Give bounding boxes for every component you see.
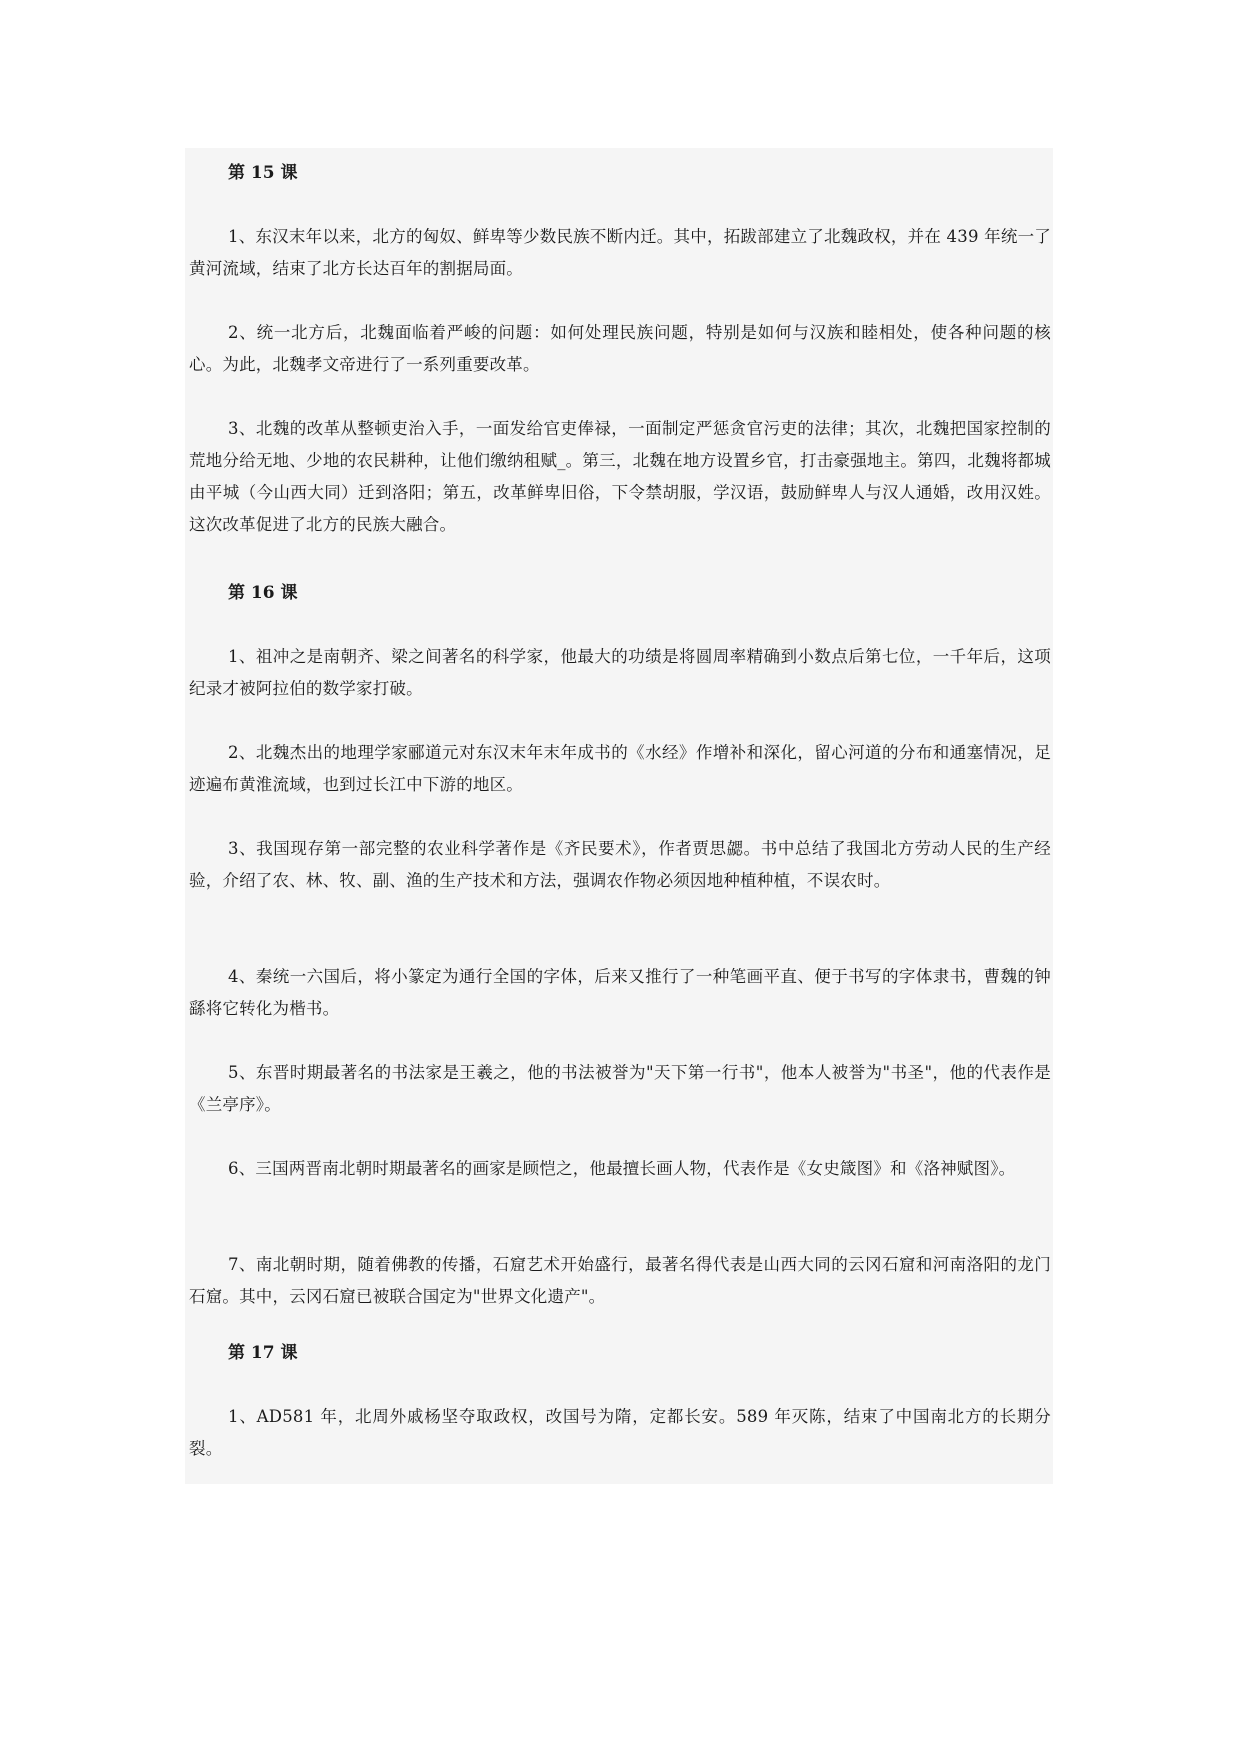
lesson-15-paragraph-3: 3、北魏的改革从整顿吏治入手，一面发给官吏俸禄，一面制定严惩贪官污吏的法律；其次，北魏把国家控制的荒地分给无地、少地的农民耕种，让他们缴纳租赋_。第三，北魏在地方设置乡官，打击豪强地主。第四，北魏将都城由平城（今山西大同）迁到洛阳；第五，改革鲜卑旧俗，下令禁胡服，学汉语，鼓励鲜卑人与汉人通婚，改用汉姓。这次改革促进了北方的民族大融合。: [189, 419, 1051, 534]
lesson-16-paragraph-7: 7、南北朝时期，随着佛教的传播，石窟艺术开始盛行，最著名得代表是山西大同的云冈石窟和河南洛阳的龙门石窟。其中，云冈石窟已被联合国定为"世界文化遗产"。: [189, 1255, 1051, 1306]
lesson-16-paragraph-3: 3、我国现存第一部完整的农业科学著作是《齐民要术》，作者贾思勰。书中总结了我国北方劳动人民的生产经验，介绍了农、林、牧、副、渔的生产技术和方法，强调农作物必须因地种植种植，不误农时。: [189, 839, 1051, 890]
lesson-16-paragraph-2: 2、北魏杰出的地理学家郦道元对东汉末年末年成书的《水经》作增补和深化，留心河道的分布和通塞情况，足迹遍布黄淮流域，也到过长江中下游的地区。: [189, 743, 1051, 794]
lesson-17-title: 第 17 课: [228, 1343, 298, 1363]
lesson-16-paragraph-5: 5、东晋时期最著名的书法家是王羲之，他的书法被誉为"天下第一行书"，他本人被誉为"书圣"，他的代表作是《兰亭序》。: [189, 1063, 1051, 1114]
lesson-16-paragraph-4: 4、秦统一六国后，将小篆定为通行全国的字体，后来又推行了一种笔画平直、便于书写的字体隶书，曹魏的钟繇将它转化为楷书。: [189, 967, 1051, 1018]
lesson-16-paragraph-6: 6、三国两晋南北朝时期最著名的画家是顾恺之，他最擅长画人物，代表作是《女史箴图》和《洛神赋图》。: [228, 1159, 1016, 1178]
lesson-17-paragraph-1: 1、AD581 年，北周外戚杨坚夺取政权，改国号为隋，定都长安。589 年灭陈，结束了中国南北方的长期分裂。: [189, 1407, 1051, 1458]
lesson-16-title: 第 16 课: [228, 583, 298, 603]
lesson-15-paragraph-2: 2、统一北方后，北魏面临着严峻的问题：如何处理民族问题，特别是如何与汉族和睦相处，使各种问题的核心。为此，北魏孝文帝进行了一系列重要改革。: [189, 323, 1051, 374]
lesson-15-title: 第 15 课: [228, 163, 298, 183]
lesson-15-paragraph-1: 1、东汉末年以来，北方的匈奴、鲜卑等少数民族不断内迁。其中，拓跋部建立了北魏政权，并在 439 年统一了黄河流域，结束了北方长达百年的割据局面。: [189, 227, 1051, 278]
document-page: [185, 148, 1053, 1484]
lesson-16-paragraph-1: 1、祖冲之是南朝齐、梁之间著名的科学家，他最大的功绩是将圆周率精确到小数点后第七位，一千年后，这项纪录才被阿拉伯的数学家打破。: [189, 647, 1051, 698]
